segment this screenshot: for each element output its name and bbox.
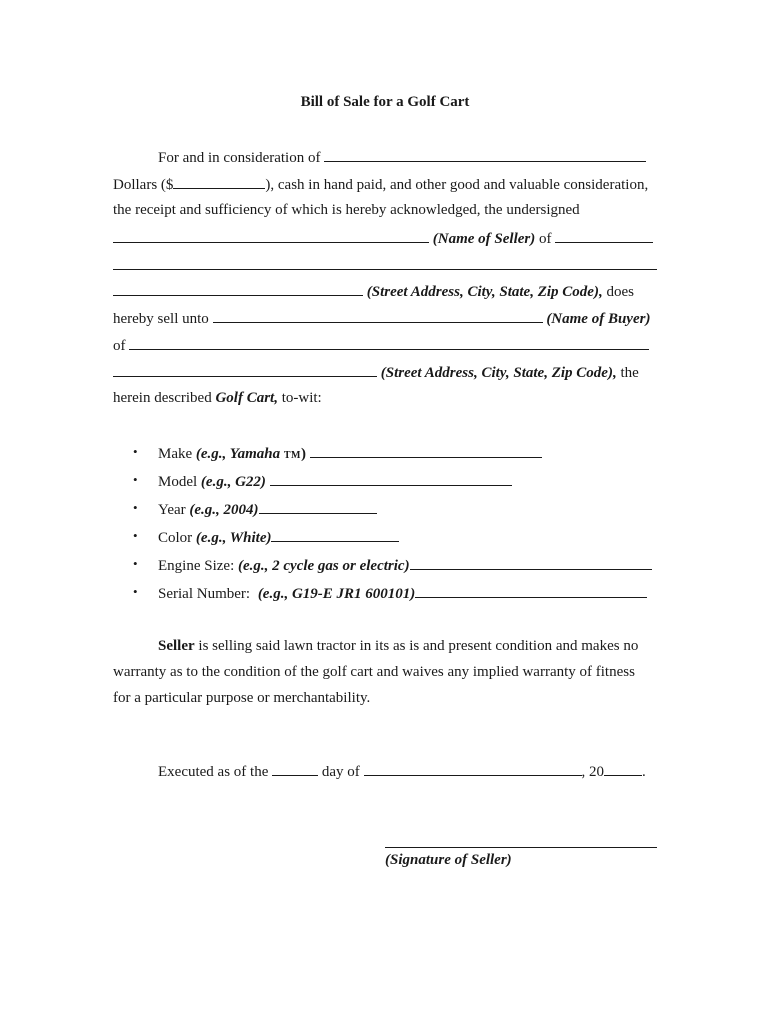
- seller-of-blank[interactable]: [555, 228, 653, 243]
- month-blank[interactable]: [364, 761, 582, 776]
- dollars-suffix: ), cash in hand paid, and other good and valuable consideration,: [265, 177, 649, 193]
- execution-year-blank[interactable]: [604, 761, 642, 776]
- warranty-line-2: warranty as to the condition of the golf cart and waives any implied warranty of fitness: [113, 664, 635, 680]
- seller-name-label: (Name of Seller): [432, 231, 536, 247]
- list-item-engine-size: [158, 555, 652, 575]
- seller-address-blank-line[interactable]: [113, 269, 657, 270]
- list-item-serial-number: [158, 583, 647, 603]
- consideration-line: [158, 147, 646, 165]
- bullet-icon: •: [133, 528, 138, 543]
- bullet-icon: •: [133, 500, 138, 515]
- list-item-make: [158, 443, 542, 465]
- document-title: Bill of Sale for a Golf Cart: [300, 94, 470, 110]
- signature-line[interactable]: [385, 847, 657, 848]
- buyer-address-blank[interactable]: [113, 362, 377, 377]
- warranty-line-1: [158, 637, 638, 655]
- seller-name-line: [113, 228, 653, 246]
- consideration-amount-blank[interactable]: [324, 147, 646, 162]
- golf-cart-text: Golf Cart,: [215, 390, 278, 406]
- engine-size-example: (e.g., 2 cycle gas or electric): [237, 558, 410, 574]
- trademark-mark: TM: [283, 450, 301, 461]
- dollars-prefix: Dollars ($: [113, 177, 174, 193]
- bullet-icon: •: [133, 584, 138, 599]
- serial-number-label: Serial Number:: [158, 586, 251, 602]
- bullet-icon: •: [133, 444, 138, 459]
- seller-address-blank[interactable]: [113, 281, 363, 296]
- year-blank[interactable]: [259, 499, 377, 514]
- buyer-name-label: (Name of Buyer): [546, 311, 651, 327]
- to-wit-text: to-wit:: [281, 390, 322, 406]
- executed-line: [158, 761, 646, 779]
- receipt-line: the receipt and sufficiency of which is hereby acknowledged, the undersigned: [113, 202, 580, 218]
- day-blank[interactable]: [272, 761, 318, 776]
- warranty-line-1-text: is selling said lawn tractor in its as is and present condition and makes no: [198, 638, 639, 654]
- list-item-model: [158, 471, 512, 491]
- serial-number-example: (e.g., G19-E JR1 600101): [257, 586, 416, 602]
- executed-period: .: [642, 764, 646, 780]
- bullet-icon: •: [133, 472, 138, 487]
- warranty-line-3: for a particular purpose or merchantability.: [113, 690, 371, 706]
- color-blank[interactable]: [271, 527, 399, 542]
- engine-size-blank[interactable]: [410, 555, 652, 570]
- executed-prefix: Executed as of the: [158, 764, 269, 780]
- model-blank[interactable]: [270, 471, 512, 486]
- year-label: Year: [158, 502, 186, 518]
- model-example: (e.g., G22): [200, 474, 266, 490]
- herein-line: [113, 389, 322, 407]
- dollars-line: [113, 174, 648, 192]
- buyer-name-blank[interactable]: [213, 308, 543, 323]
- the-word: the: [620, 365, 639, 381]
- seller-of-word: of: [538, 231, 552, 247]
- serial-number-blank[interactable]: [415, 583, 647, 598]
- buyer-of-line: [113, 335, 649, 353]
- make-example: (e.g., Yamaha: [195, 446, 281, 462]
- buyer-name-line: [113, 308, 650, 326]
- dollars-amount-blank[interactable]: [173, 174, 265, 189]
- year-prefix: , 20: [581, 764, 605, 780]
- herein-text: herein described: [113, 390, 212, 406]
- seller-word: Seller: [158, 638, 195, 654]
- engine-size-label: Engine Size:: [158, 558, 235, 574]
- color-example: (e.g., White): [195, 530, 272, 546]
- make-example-close: ): [300, 446, 306, 462]
- list-item-color: [158, 527, 399, 547]
- bullet-icon: •: [133, 556, 138, 571]
- make-label: Make: [158, 446, 193, 462]
- list-item-year: [158, 499, 377, 519]
- consideration-text: For and in consideration of: [158, 150, 321, 166]
- model-label: Model: [158, 474, 198, 490]
- buyer-of-word: of: [113, 338, 126, 354]
- signature-label: (Signature of Seller): [385, 852, 512, 868]
- day-of-text: day of: [321, 764, 360, 780]
- year-example: (e.g., 2004): [189, 502, 259, 518]
- seller-address-line: [113, 281, 634, 299]
- buyer-address-line: [113, 362, 639, 380]
- sell-unto-text: hereby sell unto: [113, 311, 209, 327]
- buyer-address-label: (Street Address, City, State, Zip Code),: [380, 365, 617, 381]
- does-word: does: [606, 284, 634, 300]
- buyer-of-blank[interactable]: [129, 335, 649, 350]
- make-blank[interactable]: [310, 443, 542, 458]
- seller-address-label: (Street Address, City, State, Zip Code),: [366, 284, 603, 300]
- seller-name-blank[interactable]: [113, 228, 429, 243]
- color-label: Color: [158, 530, 193, 546]
